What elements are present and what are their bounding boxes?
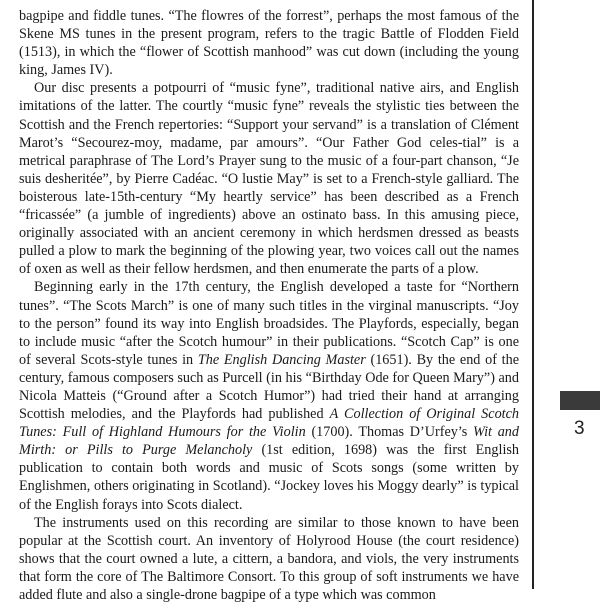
italic-title: The English Dancing Master [197, 351, 366, 368]
paragraph [19, 278, 519, 513]
paragraph [19, 79, 519, 278]
text-run: bagpipe and fiddle tunes. “The flowres of the forrest”, perhaps the most famous of the Skene MS tunes in the present program, refers to the tragic Battle of Flodden Field (1513), in which the “flower of Scottish manhood” was cut down (including the young king, James IV). [19, 8, 519, 79]
text-run: (1700). Thomas D’Urfey’s [305, 424, 474, 441]
text-run: Our disc presents a potpourri of “music fyne”, traditional native airs, and English imitations of the latter. The courtly “music fyne” reveals the stylistic ties between the Scottish and the French repertories: “Support your servand” is a translation of Clément Marot’s “Secourez-moy, madame, par amours”. “Our Father God celes-tial” is a metrical paraphrase of The Lord’s Prayer sung to the music of a four-part chanson, “Je suis desheritée”, by Pierre Cadéac. “O lustie May” is set to a French-style galliard. The boisterous late-15th-century “My heartly service” has been described as a French “fricassée” (a jumble of ingredients) above an ostinato bass. In this amusing piece, originally associated with an ancient ceremony in which herdsmen dressed as beasts pulled a plow to mark the beginning of the plowing year, two voices call out the names of oxen as well as their fellow herdsmen, and then enumerate the parts of a plow. [19, 80, 519, 278]
text-run: Beginning early in the 17th century, the English developed a taste for “Northern tunes”. “The Scots March” is one of many such titles in the virginal manuscripts. “Joy to the person” found its way into English broadsides. The Playfords, especially, began to include music “after the Scotch humour” in their publications. “Scotch Cap” is one of several Scots-style tunes in [19, 279, 519, 368]
column-divider-rule [532, 0, 534, 589]
italic-title: Wit and Mirth: or Pills to Purge Melancholy [19, 424, 519, 459]
text-run: The instruments used on this recording are similar to those known to have been popular at the Scottish court. An inventory of Holyrood House (the court residence) shows that the court owned a lute, a cittern, a bandora, and viols, the very instruments that form the core of The Baltimore Consort. To this group of soft instruments we have added flute and also a single-drone bagpipe of a type which was common [19, 514, 519, 603]
page-tab-marker [560, 391, 600, 410]
page-number: 3 [574, 418, 585, 439]
paragraph [19, 514, 519, 604]
italic-title: A Collection of Original Scotch Tunes: Full of Highland Humours for the Violin [19, 406, 519, 441]
paragraph [19, 7, 519, 79]
text-run: (1651). By the end of the century, famous composers such as Purcell (in his “Birthday Ode for Queen Mary”) and Nicola Matteis (“Ground after a Scotch Humor”) had tried their hand at arranging Scottish melodies, and the Playfords had published [19, 351, 519, 423]
body-text-column [19, 7, 519, 604]
text-run: (1st edition, 1698) was the first English publication to contain both words and music of Scots songs (some written by Englishmen, others originating in Scotland). “Jockey loves his Moggy dearly” is typical of the English forays into Scots dialect. [19, 442, 519, 513]
